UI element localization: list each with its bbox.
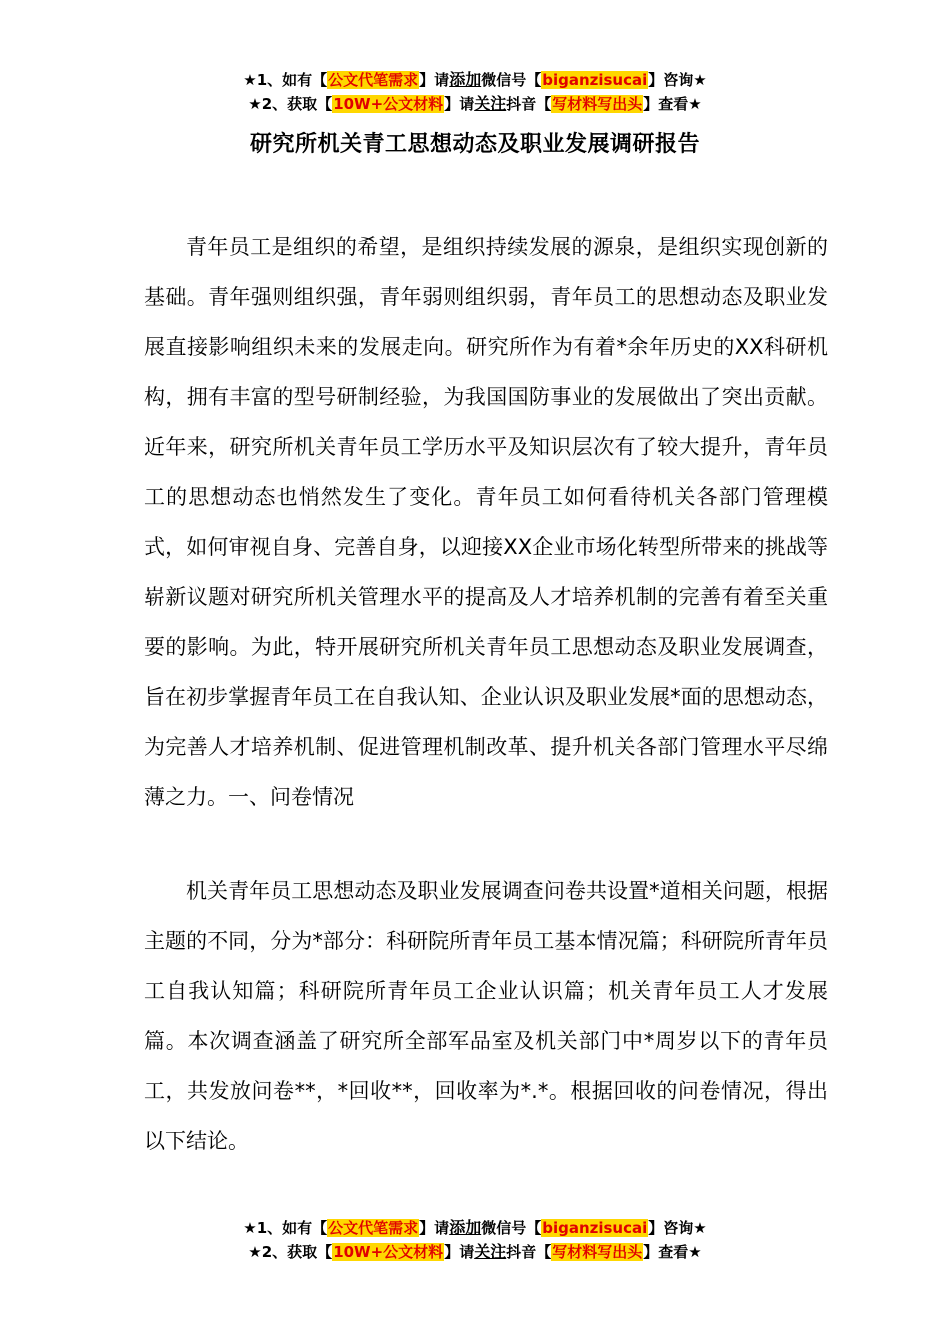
banner-line2-mid2: 抖音【 [506, 95, 552, 113]
banner-line1-suffix: 】咨询★ [648, 71, 707, 89]
footer-line1-mid2: 微信号【 [481, 1219, 542, 1237]
footer-highlight-douyin-id: 写材料写出头 [552, 1243, 643, 1261]
footer-line1-prefix: ★1、如有【 [243, 1219, 328, 1237]
footer-highlight-materials: 10W+公文材料 [333, 1243, 444, 1261]
footer-line2-mid2: 抖音【 [506, 1243, 552, 1261]
footer-line2-prefix: ★2、获取【 [248, 1243, 333, 1261]
banner-line1-prefix: ★1、如有【 [243, 71, 328, 89]
header-banner [0, 68, 950, 116]
footer-line1-emph: 添加 [449, 1218, 482, 1237]
banner-line2-suffix: 】查看★ [643, 95, 702, 113]
banner-line1-mid1: 】请 [419, 71, 450, 89]
banner-line1-emph: 添加 [449, 70, 482, 89]
banner-line1-mid2: 微信号【 [481, 71, 542, 89]
banner-line-1 [0, 68, 950, 92]
banner-line2-mid1: 】请 [444, 95, 475, 113]
footer-line-2 [0, 1240, 950, 1264]
footer-banner [0, 1216, 950, 1264]
body-paragraph-1: 青年员工是组织的希望，是组织持续发展的源泉，是组织实现创新的基础。青年强则组织强，青年弱则组织弱，青年员工的思想动态及职业发展直接影响组织未来的发展走向。研究所作为有着*余年历史的XX科研机构，拥有丰富的型号研制经验，为我国国防事业的发展做出了突出贡献。近年来，研究所机关青年员工学历水平及知识层次有了较大提升，青年员工的思想动态也悄然发生了变化。青年员工如何看待机关各部门管理模式，如何审视自身、完善自身，以迎接XX企业市场化转型所带来的挑战等崭新议题对研究所机关管理水平的提高及人才培养机制的完善有着至关重要的影响。为此，特开展研究所机关青年员工思想动态及职业发展调查，旨在初步掌握青年员工在自我认知、企业认识及职业发展*面的思想动态，为完善人才培养机制、促进管理机制改革、提升机关各部门管理水平尽绵薄之力。一、问卷情况 [144, 235, 828, 809]
banner-highlight-wechat-id: biganzisucai [542, 71, 648, 89]
footer-line2-suffix: 】查看★ [643, 1243, 702, 1261]
banner-highlight-douyin-id: 写材料写出头 [552, 95, 643, 113]
footer-highlight-service: 公文代笔需求 [328, 1219, 419, 1237]
footer-line2-emph: 关注 [474, 1242, 507, 1261]
body-paragraph-2: 机关青年员工思想动态及职业发展调查问卷共设置*道相关问题，根据主题的不同，分为*部分：科研院所青年员工基本情况篇；科研院所青年员工自我认知篇；科研院所青年员工企业认识篇；机关青年员工人才发展篇。本次调查涵盖了研究所全部军品室及机关部门中*周岁以下的青年员工，共发放问卷**，*回收**，回收率为*.*。根据回收的问卷情况，得出以下结论。 [144, 879, 828, 1153]
banner-highlight-materials: 10W+公文材料 [333, 95, 444, 113]
footer-line-1 [0, 1216, 950, 1240]
banner-highlight-service: 公文代笔需求 [328, 71, 419, 89]
banner-line-2 [0, 92, 950, 116]
footer-highlight-wechat-id: biganzisucai [542, 1219, 648, 1237]
footer-line2-mid1: 】请 [444, 1243, 475, 1261]
footer-line1-mid1: 】请 [419, 1219, 450, 1237]
document-title: 研究所机关青工思想动态及职业发展调研报告 [249, 132, 700, 157]
footer-line1-suffix: 】咨询★ [648, 1219, 707, 1237]
banner-line2-emph: 关注 [474, 94, 507, 113]
banner-line2-prefix: ★2、获取【 [248, 95, 333, 113]
